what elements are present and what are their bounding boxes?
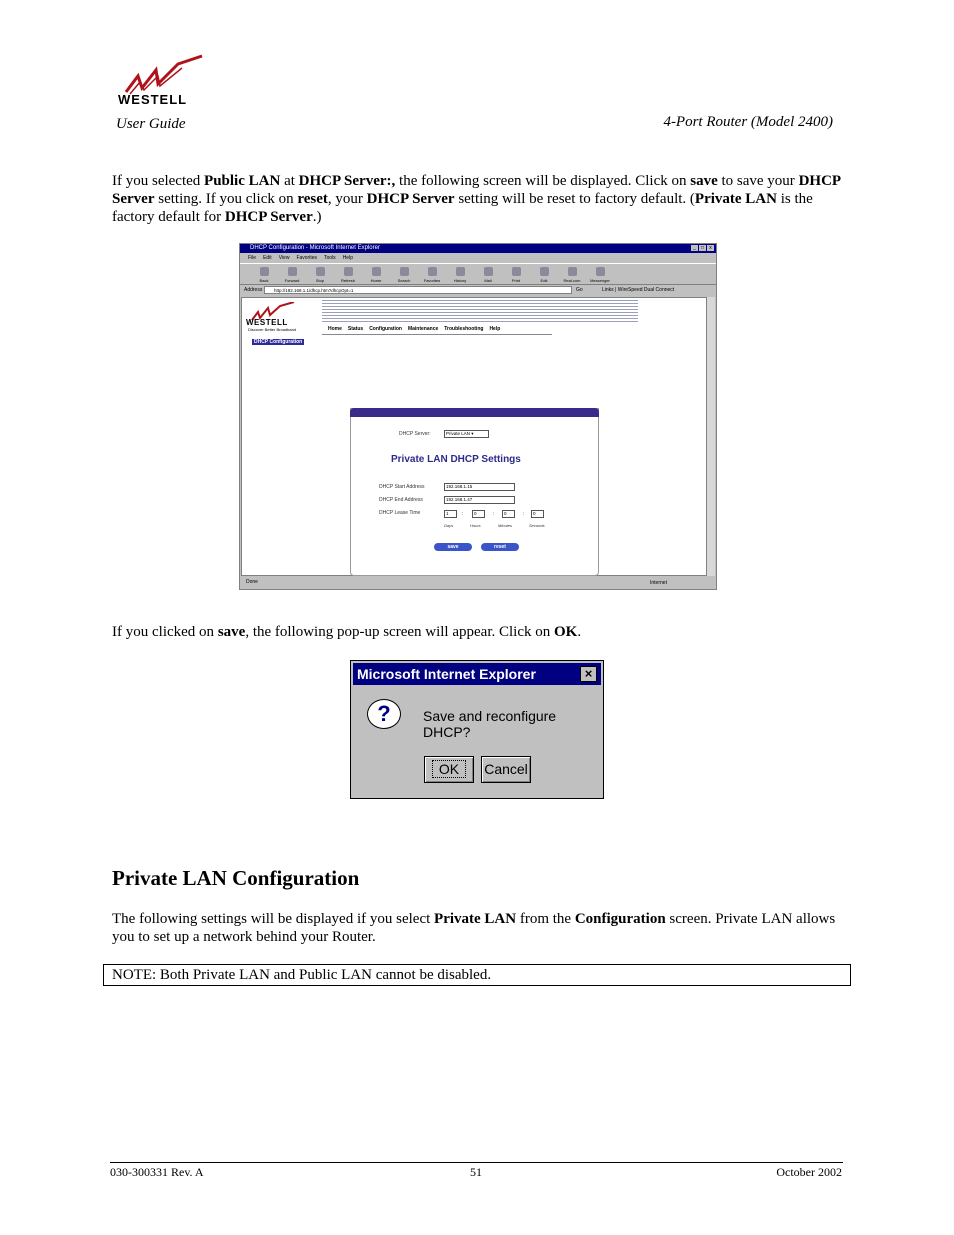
nav-divider <box>322 334 552 335</box>
address-label: Address <box>244 287 263 293</box>
settings-title: Private LAN DHCP Settings <box>391 454 521 465</box>
history-button[interactable]: History <box>446 264 474 284</box>
browser-status-bar <box>240 577 716 588</box>
address-bar <box>240 285 716 296</box>
logo-wordmark: WESTELL <box>118 92 188 107</box>
header-stripes <box>322 300 638 324</box>
nav-configuration[interactable]: Configuration <box>369 326 402 332</box>
links-bar[interactable]: Links | WireSpeed Dual Connect <box>602 287 675 293</box>
messenger-icon <box>596 267 605 276</box>
search-icon <box>400 267 409 276</box>
end-address-input[interactable]: 192.168.1.47 <box>444 496 515 504</box>
footer-date: October 2002 <box>776 1165 842 1179</box>
nav-status[interactable]: Status <box>347 326 364 332</box>
end-address-label: DHCP End Address <box>379 497 423 503</box>
page-nav <box>328 325 500 333</box>
save-button[interactable]: save <box>434 543 472 551</box>
mail-icon <box>484 267 493 276</box>
footer-doc-id: 030-300331 Rev. A <box>110 1165 204 1179</box>
favorites-button[interactable]: Favorites <box>418 264 446 284</box>
minimize-icon[interactable]: _ <box>691 245 698 251</box>
section-heading: Private LAN Configuration <box>112 866 360 890</box>
page-tagline: Discover Better Broadband <box>248 327 297 332</box>
real-icon <box>568 267 577 276</box>
refresh-button[interactable]: Refresh <box>334 264 362 284</box>
page-logo-wordmark: WESTELL <box>246 318 288 327</box>
start-address-label: DHCP Start Address <box>379 484 425 490</box>
browser-viewport <box>241 297 707 576</box>
days-label: Days <box>444 523 454 528</box>
browser-title-bar <box>240 244 716 253</box>
private-lan-paragraph: The following settings will be displayed if you select Private LAN from the Configuration screen. Private LAN allows you to set up a network behind your Router. <box>112 911 836 945</box>
nav-help[interactable]: Help <box>489 326 501 332</box>
dhcp-server-select[interactable]: Private LAN ▾ <box>444 430 489 438</box>
close-icon[interactable]: × <box>580 666 597 682</box>
back-button[interactable]: Back <box>250 264 278 284</box>
back-arrow-icon <box>260 267 269 276</box>
print-icon <box>512 267 521 276</box>
stop-icon <box>316 267 325 276</box>
browser-title: DHCP Configuration - Microsoft Internet Explorer <box>250 245 380 251</box>
seconds-label: Seconds <box>529 523 545 528</box>
dialog-title: Microsoft Internet Explorer × <box>353 663 601 685</box>
zone-text: Internet <box>650 580 667 586</box>
minutes-label: Minutes <box>498 523 513 528</box>
lease-hours-input[interactable]: 0 <box>472 510 485 518</box>
reset-button[interactable]: reset <box>481 543 519 551</box>
header-left: User Guide <box>116 116 186 132</box>
menu-file[interactable]: File <box>248 255 257 261</box>
lease-time-label: DHCP Lease Time <box>379 510 421 516</box>
intro-paragraph: If you selected Public LAN at DHCP Server:, the following screen will be displayed. Click on save to save your DHCP Server setting. If you click on reset, your DHCP Server setting will be reset to factory default. (Private LAN is the factory default for DHCP Server.) <box>112 173 841 225</box>
hours-label: Hours <box>470 523 481 528</box>
address-input[interactable]: http://192.168.1.1/dhcp.htm?dhcpOpt=1 <box>264 286 572 294</box>
menu-help[interactable]: Help <box>342 255 353 261</box>
status-text: Done <box>246 579 258 585</box>
header-right: 4-Port Router (Model 2400) <box>663 114 833 130</box>
maximize-icon[interactable]: □ <box>700 245 705 251</box>
dhcp-server-label: DHCP Server: <box>399 431 431 437</box>
ok-button[interactable]: OK <box>424 756 474 783</box>
nav-troubleshooting[interactable]: Troubleshooting <box>444 326 484 332</box>
section-label: DHCP Configuration <box>254 339 303 345</box>
close-icon[interactable]: x <box>707 245 714 251</box>
menu-tools[interactable]: Tools <box>324 255 336 261</box>
lease-days-input[interactable]: 1 <box>444 510 457 518</box>
print-button[interactable]: Print <box>502 264 530 284</box>
lease-seconds-input[interactable]: 0 <box>531 510 544 518</box>
question-icon: ? <box>367 699 401 729</box>
menu-view[interactable]: View <box>278 255 290 261</box>
history-icon <box>456 267 465 276</box>
refresh-icon <box>344 267 353 276</box>
note-box: NOTE: Both Private LAN and Public LAN cannot be disabled. <box>103 964 851 986</box>
messenger-button[interactable]: Messenger <box>586 264 614 284</box>
browser-screenshot <box>239 243 717 590</box>
search-button[interactable]: Search <box>390 264 418 284</box>
footer-rule <box>110 1162 843 1163</box>
browser-scrollbar[interactable] <box>707 297 715 576</box>
forward-button[interactable]: Forward <box>278 264 306 284</box>
favorites-icon <box>428 267 437 276</box>
browser-toolbar <box>240 263 716 285</box>
real-button[interactable]: Real.com <box>558 264 586 284</box>
cancel-button[interactable]: Cancel <box>481 756 531 783</box>
go-button[interactable]: Go <box>576 287 583 293</box>
menu-favorites[interactable]: Favorites <box>296 255 317 261</box>
menu-edit[interactable]: Edit <box>263 255 272 261</box>
panel-header-bar <box>350 408 599 417</box>
edit-button[interactable]: Edit <box>530 264 558 284</box>
browser-menu <box>240 253 716 263</box>
popup-paragraph: If you clicked on save, the following pop-up screen will appear. Click on OK. <box>112 624 582 640</box>
nav-home[interactable]: Home <box>328 326 342 332</box>
stop-button[interactable]: Stop <box>306 264 334 284</box>
start-address-input[interactable]: 192.168.1.15 <box>444 483 515 491</box>
confirm-dialog <box>350 660 604 799</box>
footer-page-number: 51 <box>470 1165 482 1179</box>
home-button[interactable]: Home <box>362 264 390 284</box>
dhcp-settings-panel: DHCP Server: Private LAN ▾ Private LAN DHCP Settings DHCP Start Address 192.168.1.15 DHCP End Address 192.168.1.47 DHCP Lease Time 1 : 0 : 0 : 0 Days Hours Minutes Seconds save reset <box>350 408 599 576</box>
nav-maintenance[interactable]: Maintenance <box>407 326 439 332</box>
home-icon <box>372 267 381 276</box>
mail-button[interactable]: Mail <box>474 264 502 284</box>
lease-minutes-input[interactable]: 0 <box>502 510 515 518</box>
dialog-message: Save and reconfigure DHCP? <box>423 708 557 740</box>
forward-arrow-icon <box>288 267 297 276</box>
edit-icon <box>540 267 549 276</box>
